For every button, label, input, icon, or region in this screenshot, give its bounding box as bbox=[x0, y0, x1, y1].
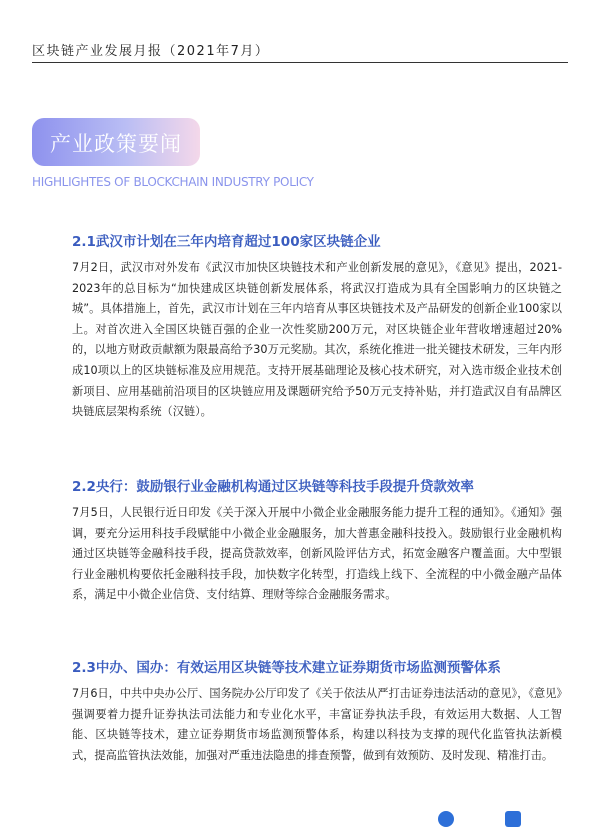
article-title: 2.3中办、国办：有效运用区块链等技术建立证券期货市场监测预警体系 bbox=[72, 660, 501, 676]
article-2 bbox=[72, 477, 562, 606]
article-body: 7月6日，中共中央办公厅、国务院办公厅印发了《关于依法从严打击证券违法活动的意见》，《意见》强调要着力提升证券执法司法能力和专业化水平，丰富证券执法手段，有效运用大数据、人工智能、区块链等技术，建立证券期货市场监测预警体系，构建以科技为支撑的现代化监管执法新模式，提高监管执法效能，加强对严重违法隐患的排查预警，做到有效预防、及时发现、精准打击。 bbox=[72, 687, 562, 762]
section-subtitle: HIGHLIGHTES OF BLOCKCHAIN INDUSTRY POLICY bbox=[32, 175, 314, 189]
header-divider bbox=[32, 62, 568, 63]
article-title: 2.2央行：鼓励银行业金融机构通过区块链等科技手段提升贷款效率 bbox=[72, 479, 474, 495]
section-banner bbox=[32, 118, 200, 166]
article-1 bbox=[72, 232, 562, 423]
section-title: 产业政策要闻 bbox=[50, 132, 182, 156]
article-body: 7月5日，人民银行近日印发《关于深入开展中小微企业金融服务能力提升工程的通知》。《通知》强调，要充分运用科技手段赋能中小微企业金融服务，加大普惠金融科技投入。鼓励银行业金融机构通过区块链等金融科技手段，提高贷款效率，创新风险评估方式，拓宽金融客户覆盖面。大中型银行业金融机构要依托金融科技手段，加快数字化转型，打造线上线下、全流程的中小微金融产品体系，满足中小微企业信贷、支付结算、理财等综合金融服务需求。 bbox=[72, 506, 562, 602]
article-title: 2.1武汉市计划在三年内培育超过100家区块链企业 bbox=[72, 234, 381, 250]
article-3 bbox=[72, 658, 562, 766]
footer-logo-icon-secondary bbox=[505, 811, 521, 827]
article-body: 7月2日，武汉市对外发布《武汉市加快区块链技术和产业创新发展的意见》，《意见》提出，2021-2023年的总目标为“加快建成区块链创新发展体系，将武汉打造成为具有全国影响力的区块链之城”。具体措施上，首先，武汉市计划在三年内培育从事区块链技术及产品研发的创新企业100家以上。对首次进入全国区块链百强的企业一次性奖励200万元，对区块链企业年营收增速超过20%的，以地方财政贡献额为限最高给予30万元奖励。其次，系统化推进一批关键技术研发，三年内形成10项以上的区块链标准及应用规范。支持开展基础理论及核心技术研究，对入选市级企业技术创新项目、应用基础前沿项目的区块链应用及课题研究给予50万元支持补贴，并打造武汉自有品牌区块链底层架构系统（汉链）。 bbox=[72, 261, 562, 419]
footer-logo-icon bbox=[438, 811, 454, 827]
page-header-title: 区块链产业发展月报（2021年7月） bbox=[32, 44, 270, 59]
